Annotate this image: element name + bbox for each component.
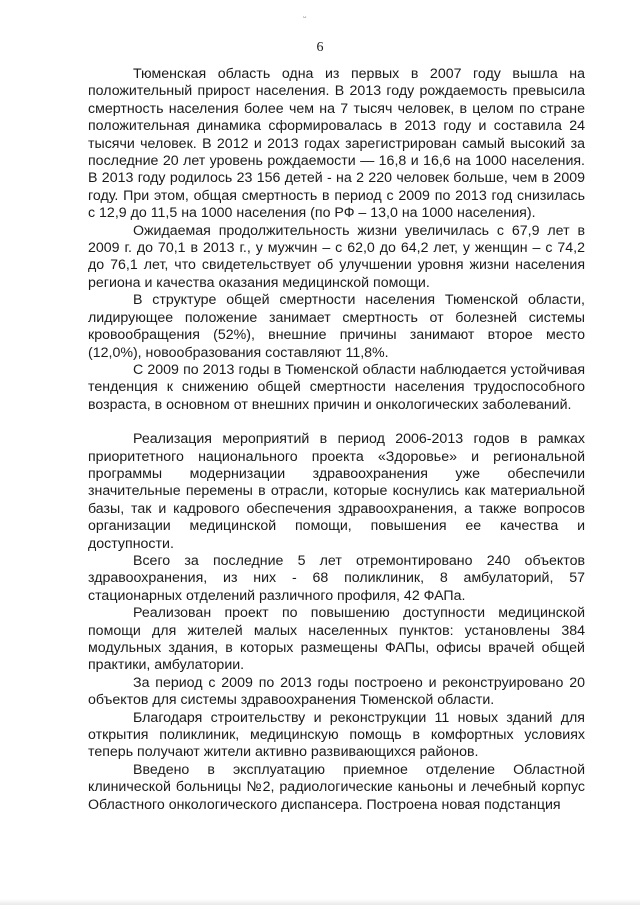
paragraph-modular-buildings: Реализован проект по повышению доступности медицинской помощи для жителей малых населенных пунктов: установлены 384 модульных здания, в которых размещены ФАПы, офисы врачей общей практики, амбулатории. [88,605,585,674]
paragraph-new-clinics: Благодаря строительству и реконструкции 11 новых зданий для открытия поликлиник, медицинскую помощь в комфортных условиях теперь получают жители активно развивающихся районов. [88,709,585,761]
document-body [88,66,585,814]
paragraph-national-project: Реализация мероприятий в период 2006-2013 годов в рамках приоритетного национального проекта «Здоровье» и региональной программы модернизации здравоохранения уже обеспечили значительные перемены в отрасли, которые коснулись как материальной базы, так и кадрового обеспечения здравоохранения, а также вопросов организации медицинской помощи, повышения ее качества и доступности. [88,431,585,552]
scan-mark: ᵕ [303,12,308,22]
paragraph-new-objects: За период с 2009 по 2013 годы построено и реконструировано 20 объектов для системы здравоохранения Тюменской области. [88,674,585,709]
scan-edge [0,899,640,905]
paragraph-mortality-structure: В структуре общей смертности населения Тюменской области, лидирующее положение занимает смертность от болезней системы кровообращения (52%), внешние причины занимают второе место (12,0%), новообразования составляют 11,8%. [88,292,585,361]
paragraph-commissioning: Введено в эксплуатацию приемное отделение Областной клинической больницы №2, радиологические каньоны и лечебный корпус Областного онкологического диспансера. Построена новая подстанция [88,761,585,813]
paragraph-working-age-mortality: С 2009 по 2013 годы в Тюменской области наблюдается устойчивая тенденция к снижению общей смертности населения трудоспособного возраста, в основном от внешних причин и онкологических заболеваний. [88,361,585,413]
paragraph-renovations: Всего за последние 5 лет отремонтировано 240 объектов здравоохранения, из них - 68 поликлиник, 8 амбулаторий, 57 стационарных отделений различного профиля, 42 ФАПа. [88,552,585,604]
paragraph-birth-rate: Тюменская область одна из первых в 2007 году вышла на положительный прирост населения. В 2013 году рождаемость превысила смертность населения более чем на 7 тысяч человек, в целом по стране положительная динамика сформировалась в 2013 году и составила 24 тысячи человек. В 2012 и 2013 годах зарегистрирован самый высокий за последние 20 лет уровень рождаемости — 16,8 и 16,6 на 1000 населения. В 2013 году родилось 23 156 детей - на 2 220 человек больше, чем в 2009 году. При этом, общая смертность в период с 2009 по 2013 год снизилась с 12,9 до 11,5 на 1000 населения (по РФ – 13,0 на 1000 населения). [88,66,585,222]
paragraph-life-expectancy: Ожидаемая продолжительность жизни увеличилась с 67,9 лет в 2009 г. до 70,1 в 2013 г., у мужчин – с 62,0 до 64,2 лет, у женщин – с 74,2 до 76,1 лет, что свидетельствует об улучшении уровня жизни населения региона и качества оказания медицинской помощи. [88,222,585,291]
paragraph-gap [88,414,585,431]
page-number: 6 [316,40,324,55]
